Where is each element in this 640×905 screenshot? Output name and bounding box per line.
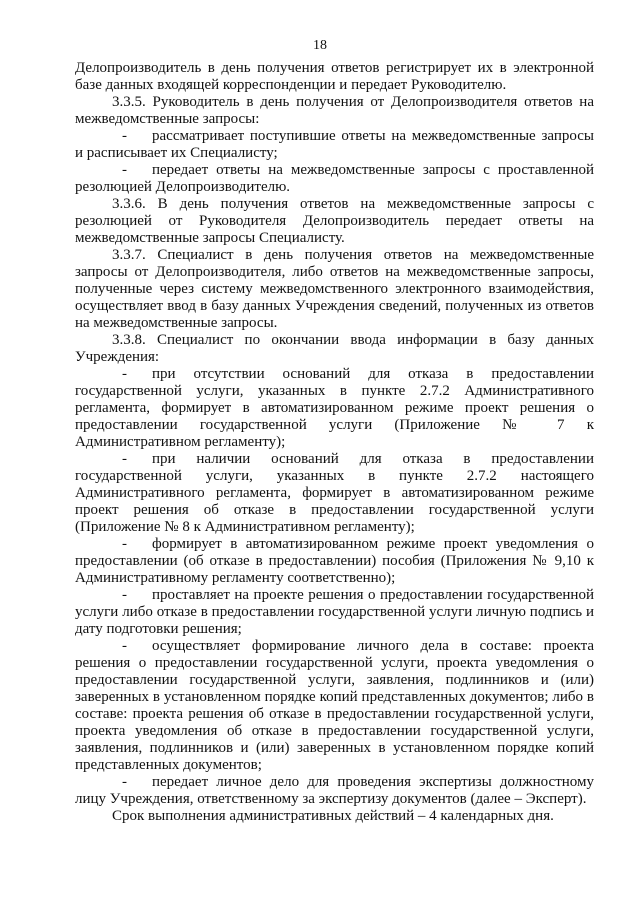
paragraph: Делопроизводитель в день получения ответов регистрирует их в электронной базе данных входящей корреспонденции и передает Руководителю. <box>75 60 594 93</box>
document-body <box>75 60 594 825</box>
paragraph-deadline: Срок выполнения административных действий – 4 календарных дня. <box>112 808 554 824</box>
bullet-dash: - <box>122 128 127 144</box>
list-item <box>75 536 594 587</box>
list-item-text: передает ответы на межведомственные запросы с проставленной резолюцией Делопроизводителю. <box>75 162 594 195</box>
list-item <box>75 638 594 774</box>
list-item-text: осуществляет формирование личного дела в составе: проекта решения о предоставлении государственной услуги, проекта уведомления о предоставлении государственной услуги, заявления, подлинников и (или) заверенных в установленном порядке копий представленных документов; либо в составе: проекта решения об отказе в предоставлении государственной услуги, проекта уведомления об отказе в предоставлении государственной услуги, заявления, подлинников и (или) заверенных в установленном порядке копий представленных документов; <box>75 638 594 773</box>
list-item <box>75 587 594 638</box>
list-item <box>75 451 594 536</box>
bullet-dash: - <box>122 366 127 382</box>
list-item <box>75 774 594 808</box>
bullet-dash: - <box>122 451 127 467</box>
list-item <box>75 128 594 162</box>
list-item-text: проставляет на проекте решения о предоставлении государственной услуги либо отказе в предоставлении государственной услуги личную подпись и дату подготовки решения; <box>75 587 594 637</box>
paragraph-3-3-5: 3.3.5. Руководитель в день получения от Делопроизводителя ответов на межведомственные запросы: <box>75 94 594 127</box>
bullet-dash: - <box>122 536 127 552</box>
bullet-dash: - <box>122 774 127 790</box>
paragraph-3-3-7: 3.3.7. Специалист в день получения ответов на межведомственные запросы от Делопроизводителя, либо ответов на межведомственные запросы, полученные через систему межведомственного электронного взаимодействия, осуществляет ввод в базу данных Учреждения сведений, полученных из ответов на межведомственные запросы. <box>75 247 594 331</box>
bullet-dash: - <box>122 162 127 178</box>
list-item-text: передает личное дело для проведения экспертизы должностному лицу Учреждения, ответственному за экспертизу документов (далее – Эксперт). <box>75 774 594 807</box>
list-item <box>75 366 594 451</box>
list-item-text: при отсутствии оснований для отказа в предоставлении государственной услуги, указанных в пункте 2.7.2 Административного регламента, формирует в автоматизированном режиме проект решения о предоставлении государственной услуги (Приложение № 7 к Административном регламенту); <box>75 366 594 450</box>
paragraph-3-3-6: 3.3.6. В день получения ответов на межведомственные запросы с резолюцией от Руководителя Делопроизводитель передает ответы на межведомственные запросы Специалисту. <box>75 196 594 246</box>
paragraph-3-3-8: 3.3.8. Специалист по окончании ввода информации в базу данных Учреждения: <box>75 332 594 365</box>
list-item <box>75 162 594 196</box>
list-item-text: при наличии оснований для отказа в предоставлении государственной услуги, указанных в пункте 2.7.2 настоящего Административного регламента, формирует в автоматизированном режиме проект решения об отказе в предоставлении государственной услуги (Приложение № 8 к Административном регламенту); <box>75 451 594 535</box>
list-item-text: формирует в автоматизированном режиме проект уведомления о предоставлении (об отказе в предоставлении) пособия (Приложения № 9,10 к Административному регламенту соответственно); <box>75 536 594 586</box>
bullet-dash: - <box>122 638 127 654</box>
list-item-text: рассматривает поступившие ответы на межведомственные запросы и расписывает их Специалисту; <box>75 128 594 161</box>
bullet-dash: - <box>122 587 127 603</box>
page-number: 18 <box>313 38 327 53</box>
